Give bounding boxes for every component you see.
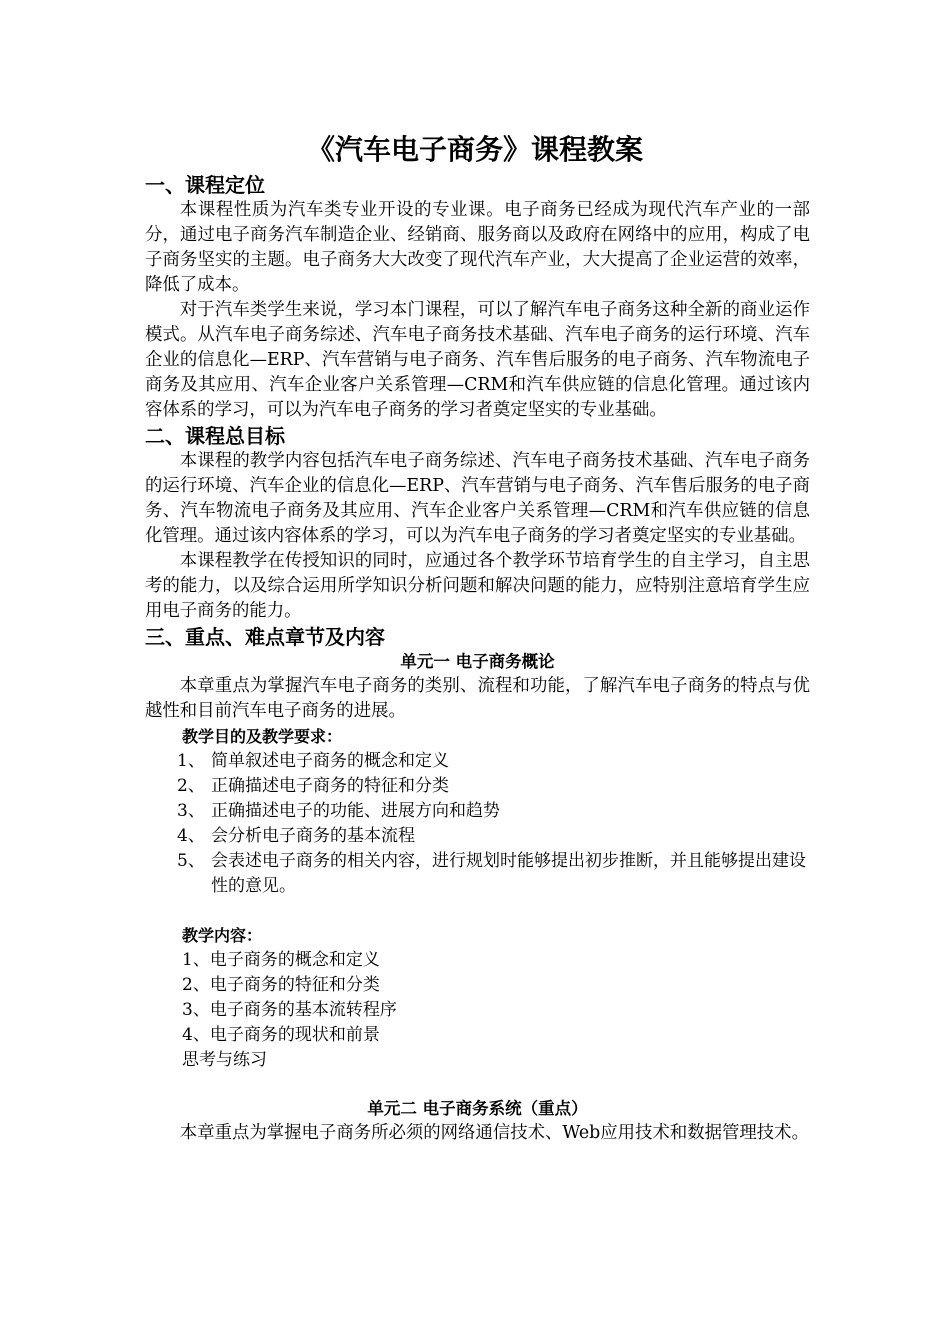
- objectives-list: [145, 749, 810, 899]
- list-item-number: 2、: [177, 776, 205, 796]
- unit-title: 单元一 电子商务概论: [400, 652, 555, 671]
- list-item: [145, 774, 810, 799]
- paragraph: 本课程的教学内容包括汽车电子商务综述、汽车电子商务技术基础、汽车电子商务的运行环境、汽车企业的信息化—ERP、汽车营销与电子商务、汽车售后服务的电子商务、汽车物流电子商务及其应用、汽车企业客户关系管理—CRM和汽车供应链的信息化管理。通过该内容体系的学习，可以为汽车电子商务的学习者奠定坚实的专业基础。: [145, 451, 810, 546]
- document-body: [145, 172, 810, 1146]
- objectives-heading: 教学目的及教学要求：: [182, 727, 343, 746]
- content-list: [145, 948, 810, 1073]
- content-heading: 教学内容：: [182, 926, 263, 945]
- list-item: [145, 849, 810, 899]
- list-item-text: 会分析电子商务的基本流程: [211, 826, 415, 846]
- list-item-text: 简单叙述电子商务的概念和定义: [211, 751, 449, 771]
- spacer: [145, 899, 810, 923]
- list-item-number: 5、: [177, 851, 205, 871]
- list-item-number: 4、: [177, 826, 205, 846]
- list-item-text: 正确描述电子的功能、进展方向和趋势: [211, 801, 500, 821]
- unit-intro: 本章重点为掌握汽车电子商务的类别、流程和功能，了解汽车电子商务的特点与优越性和目前汽车电子商务的进展。: [145, 676, 810, 721]
- unit-title: 单元二 电子商务系统（重点）: [367, 1099, 588, 1118]
- spacer: [145, 1073, 810, 1097]
- paragraph: 对于汽车类学生来说，学习本门课程，可以了解汽车电子商务这种全新的商业运作模式。从汽车电子商务综述、汽车电子商务技术基础、汽车电子商务的运行环境、汽车企业的信息化—ERP、汽车营销与电子商务、汽车售后服务的电子商务、汽车物流电子商务及其应用、汽车企业客户关系管理—CRM和汽车供应链的信息化管理。通过该内容体系的学习，可以为汽车电子商务的学习者奠定坚实的专业基础。: [145, 300, 810, 420]
- list-item-number: 1、: [177, 751, 205, 771]
- list-item: 4、电子商务的现状和前景: [182, 1025, 380, 1045]
- list-item-text: 会表述电子商务的相关内容，进行规划时能够提出初步推断，并且能够提出建设性的意见。: [211, 851, 806, 896]
- unit-intro: 本章重点为掌握电子商务所必须的网络通信技术、Web应用技术和数据管理技术。: [179, 1123, 809, 1143]
- list-item: [145, 824, 810, 849]
- document-title: 《汽车电子商务》课程教案: [306, 133, 643, 166]
- list-item-number: 3、: [177, 801, 205, 821]
- list-item: 思考与练习: [182, 1050, 267, 1070]
- list-item-text: 正确描述电子商务的特征和分类: [211, 776, 449, 796]
- paragraph: 本课程性质为汽车类专业开设的专业课。电子商务已经成为现代汽车产业的一部分，通过电子商务汽车制造企业、经销商、服务商以及政府在网络中的应用，构成了电子商务坚实的主题。电子商务大大改变了现代汽车产业，大大提高了企业运营的效率，降低了成本。: [145, 200, 810, 295]
- list-item: [145, 749, 810, 774]
- list-item: 2、电子商务的特征和分类: [182, 975, 380, 995]
- paragraph: 本课程教学在传授知识的同时，应通过各个教学环节培育学生的自主学习，自主思考的能力，以及综合运用所学知识分析问题和解决问题的能力，应特别注意培育学生应用电子商务的能力。: [145, 551, 810, 621]
- list-item: [145, 799, 810, 824]
- section-heading-course-position: 一、课程定位: [145, 173, 265, 197]
- list-item: 3、电子商务的基本流转程序: [182, 1000, 397, 1020]
- section-heading-key-chapters: 三、重点、难点章节及内容: [145, 625, 385, 649]
- section-heading-course-goal: 二、课程总目标: [145, 424, 285, 448]
- list-item: 1、电子商务的概念和定义: [182, 950, 380, 970]
